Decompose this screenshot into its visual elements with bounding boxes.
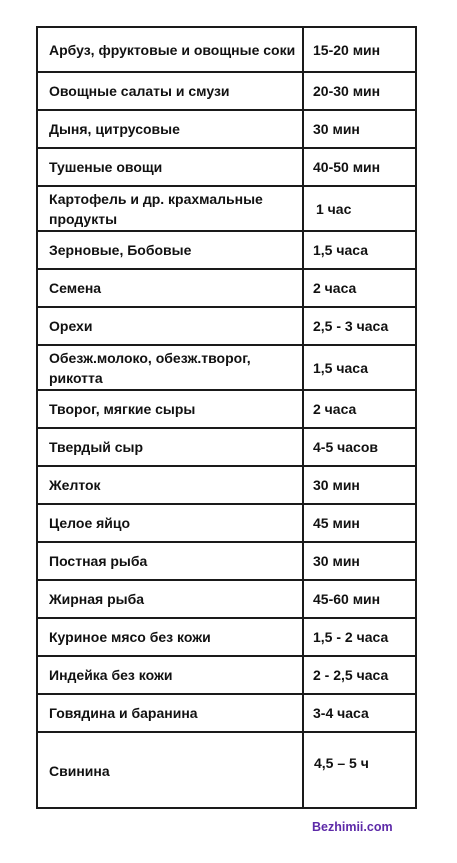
table-row [37,694,416,732]
food-cell: Зерновые, Бобовые [37,231,303,269]
food-label: Свинина [49,763,110,779]
food-cell: Жирная рыба [37,580,303,618]
table-row [37,656,416,694]
food-cell: Творог, мягкие сыры [37,390,303,428]
time-cell: 1,5 часа [303,231,416,269]
table-row [37,390,416,428]
time-cell: 1,5 часа [303,345,416,390]
food-cell: Индейка без кожи [37,656,303,694]
time-cell: 2 часа [303,390,416,428]
time-cell: 4-5 часов [303,428,416,466]
food-cell: Говядина и баранина [37,694,303,732]
food-cell: Орехи [37,307,303,345]
time-cell: 45 мин [303,504,416,542]
food-cell: Овощные салаты и смузи [37,72,303,110]
table-row [37,72,416,110]
time-cell: 20-30 мин [303,72,416,110]
table-row [37,269,416,307]
time-cell: 3-4 часа [303,694,416,732]
time-cell: 40-50 мин [303,148,416,186]
time-cell: 2,5 - 3 часа [303,307,416,345]
table-row [37,186,416,231]
time-cell: 30 мин [303,542,416,580]
table-row [37,428,416,466]
time-cell: 1 час [303,186,416,231]
table-row [37,466,416,504]
table-row [37,307,416,345]
food-cell: Обезж.молоко, обезж.творог, рикотта [37,345,303,390]
food-cell: Семена [37,269,303,307]
food-cell: Твердый сыр [37,428,303,466]
digestion-time-table [36,26,417,809]
table-row [37,148,416,186]
time-label: 4,5 – 5 ч [314,755,369,771]
food-cell: Дыня, цитрусовые [37,110,303,148]
time-cell: 45-60 мин [303,580,416,618]
food-cell: Целое яйцо [37,504,303,542]
time-cell: 2 часа [303,269,416,307]
food-cell: Постная рыба [37,542,303,580]
food-cell [37,732,303,808]
food-cell: Тушеные овощи [37,148,303,186]
watermark-text: Bezhimii.com [312,820,393,834]
table-row [37,110,416,148]
time-cell: 2 - 2,5 часа [303,656,416,694]
table-row [37,580,416,618]
food-cell: Куриное мясо без кожи [37,618,303,656]
digestion-time-table-container [36,26,415,809]
table-row [37,618,416,656]
time-cell: 1,5 - 2 часа [303,618,416,656]
time-cell: 30 мин [303,466,416,504]
table-row [37,231,416,269]
time-cell [303,732,416,808]
time-cell: 15-20 мин [303,27,416,72]
food-cell: Желток [37,466,303,504]
table-row [37,542,416,580]
food-cell: Арбуз, фруктовые и овощные соки [37,27,303,72]
food-cell: Картофель и др. крахмальные продукты [37,186,303,231]
time-cell: 30 мин [303,110,416,148]
table-row [37,732,416,808]
table-row [37,504,416,542]
table-row [37,345,416,390]
table-row [37,27,416,72]
